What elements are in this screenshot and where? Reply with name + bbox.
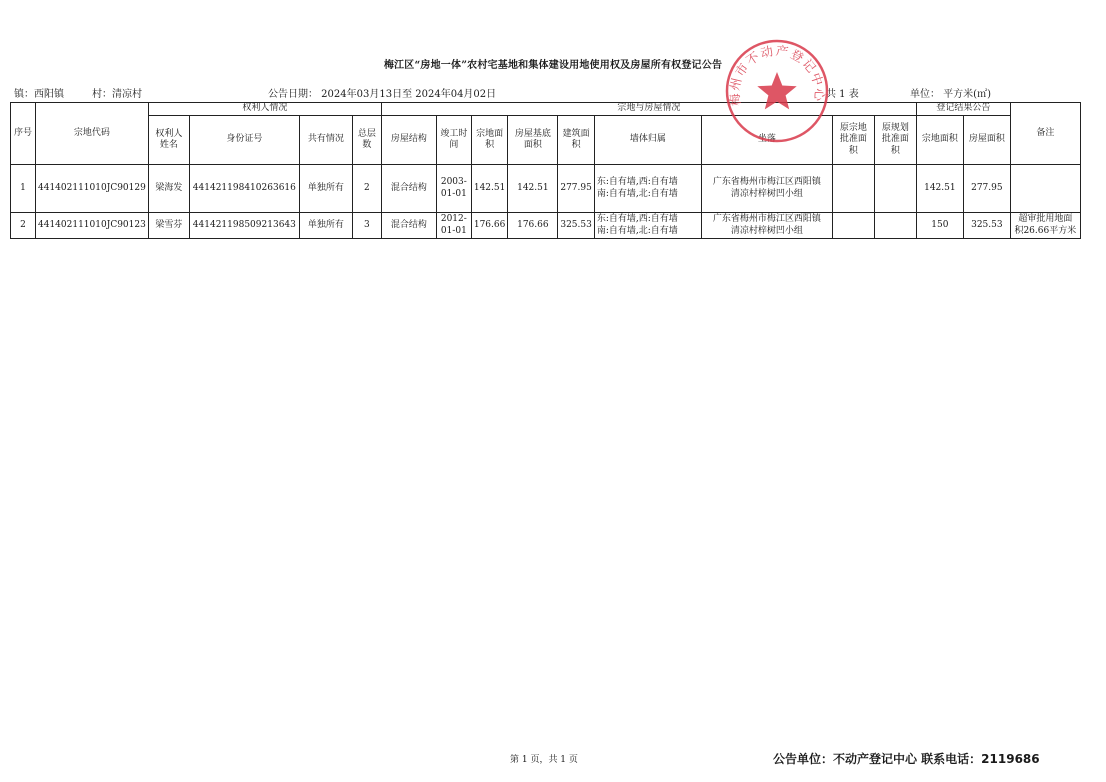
cell-orig-plan-area (874, 165, 916, 213)
unit-label: 单位： 平方米(㎡) (910, 89, 991, 100)
cell-seq: 1 (11, 165, 36, 213)
cell-base-area: 176.66 (508, 213, 558, 239)
svg-text:梅州市不动产登记中心: 梅州市不动产登记中心 (726, 42, 828, 108)
col-location: 坐落 (701, 116, 832, 165)
notice-date: 公告日期： 2024年03月13日至 2024年04月02日 (268, 89, 497, 100)
col-completion: 竣工时 间 (436, 116, 471, 165)
village-label: 村：清凉村 (92, 89, 142, 100)
cell-id-number: 441421198509213643 (189, 213, 299, 239)
cell-floors: 3 (352, 213, 381, 239)
col-co-ownership: 共有情况 (299, 116, 352, 165)
town-label: 镇：西阳镇 (14, 89, 64, 100)
col-name: 权利人 姓名 (148, 116, 189, 165)
registration-table (10, 102, 1081, 239)
table-row (11, 165, 1081, 213)
cell-floors: 2 (352, 165, 381, 213)
col-land-area: 宗地面 积 (471, 116, 508, 165)
cell-co-ownership: 单独所有 (299, 213, 352, 239)
cell-result-land-area: 142.51 (916, 165, 963, 213)
col-result-house-area: 房屋面积 (963, 116, 1010, 165)
col-orig-plan-area: 原规划 批准面 积 (874, 116, 916, 165)
cell-orig-land-area (832, 213, 874, 239)
cell-result-land-area: 150 (916, 213, 963, 239)
cell-structure: 混合结构 (381, 165, 436, 213)
col-build-area: 建筑面 积 (558, 116, 595, 165)
col-wall: 墙体归属 (594, 116, 701, 165)
cell-orig-plan-area (874, 213, 916, 239)
cell-land-area: 176.66 (471, 213, 508, 239)
cell-id-number: 441421198410263616 (189, 165, 299, 213)
cell-completion: 2003- 01-01 (436, 165, 471, 213)
cell-base-area: 142.51 (508, 165, 558, 213)
col-base-area: 房屋基底 面积 (508, 116, 558, 165)
table-count: 共 1 表 (826, 89, 859, 100)
cell-name: 梁海发 (148, 165, 189, 213)
group-rights-holder: 权利人情况 (148, 103, 381, 116)
col-seq: 序号 (11, 103, 36, 165)
official-seal (722, 36, 832, 146)
cell-seq: 2 (11, 213, 36, 239)
cell-co-ownership: 单独所有 (299, 165, 352, 213)
cell-completion: 2012- 01-01 (436, 213, 471, 239)
group-land-house: 宗地与房屋情况 (381, 103, 916, 116)
cell-remarks: 超审批用地面 积26.66平方米 (1010, 213, 1080, 239)
cell-result-house-area: 325.53 (963, 213, 1010, 239)
issuer-contact: 公告单位：不动产登记中心 联系电话：2119686 (773, 752, 1040, 766)
cell-location: 广东省梅州市梅江区西阳镇 清凉村梓树凹小组 (701, 213, 832, 239)
cell-structure: 混合结构 (381, 213, 436, 239)
col-parcel-code: 宗地代码 (36, 103, 149, 165)
page-number: 第 1 页，共 1 页 (510, 755, 578, 765)
cell-name: 梁雪芬 (148, 213, 189, 239)
cell-parcel-code: 441402111010JC90123 (36, 213, 149, 239)
cell-wall: 东:自有墙,西:自有墙 南:自有墙,北:自有墙 (594, 213, 701, 239)
col-id-number: 身份证号 (189, 116, 299, 165)
cell-parcel-code: 441402111010JC90129 (36, 165, 149, 213)
cell-location: 广东省梅州市梅江区西阳镇 清凉村梓树凹小组 (701, 165, 832, 213)
cell-orig-land-area (832, 165, 874, 213)
col-orig-land-area: 原宗地 批准面 积 (832, 116, 874, 165)
col-result-land-area: 宗地面积 (916, 116, 963, 165)
cell-build-area: 325.53 (558, 213, 595, 239)
table-row (11, 213, 1081, 239)
cell-land-area: 142.51 (471, 165, 508, 213)
document-title: 梅江区“房地一体”农村宅基地和集体建设用地使用权及房屋所有权登记公告 (383, 60, 723, 71)
col-structure: 房屋结构 (381, 116, 436, 165)
cell-result-house-area: 277.95 (963, 165, 1010, 213)
col-remarks: 备注 (1010, 103, 1080, 165)
cell-build-area: 277.95 (558, 165, 595, 213)
cell-wall: 东:自有墙,西:自有墙 南:自有墙,北:自有墙 (594, 165, 701, 213)
group-result: 登记结果公告 (916, 103, 1010, 116)
cell-remarks (1010, 165, 1080, 213)
col-floors: 总层 数 (352, 116, 381, 165)
